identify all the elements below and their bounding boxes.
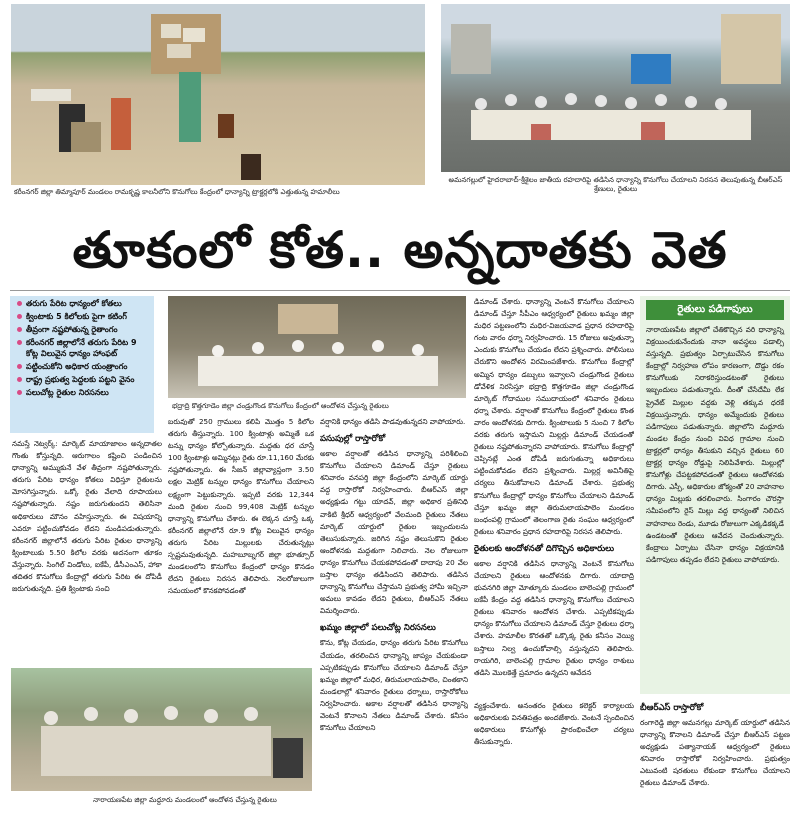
article-text: అకాల వర్షాలతో తడిసిన ధాన్యాన్ని పరిశీలించి కొనుగోలు చేయాలని డిమాండ్ చేస్తూ రైతులు శనివారం వనపర్తి జిల్లా కేంద్రంలోని మార్కెట్ యార్డు వద్ద రాస్తారోకో నిర్వహించారు. బీఆర్ఎస్ జిల్లా అధ్యక్షుడు గట్టు యాదవ్, జిల్లా అధికార ప్రతినిధి వాకిటి శ్రీధర్ ఆధ్వర్యంలో వేలమంది రైతులు నేతలు మార్కెట్ యార్డులో రైతుల ఇబ్బందులను తెలుసుకున్నారు. జరిగిన నష్టం తెలుసుకొని రైతుల ఆందోళనకు మద్దతుగా నిలిచారు. నెల రోజులుగా ధాన్యం కొనుగోలు చేయకపోవడంతో దాదాపు 20 వేల బస్తాల ధాన్యం తడిసిందని తెలిపారు. తడిసిన ధాన్యాన్ని కొనుగోలు చేస్తామని ప్రభుత్వ హామీ ఇచ్చినా అమలు కావడం లేదని రైతులు, బీఆర్ఎస్ నేతలు విమర్శించారు. xyxy=(320,449,468,616)
sidebox-title: రైతులు పడిగాపులు xyxy=(646,300,784,320)
article-text: బరువుతో 250 గ్రాములు కలిపి మొత్తం 5 కిలోల తరుగు తీస్తున్నారు. 100 క్వింటాళ్లు అమ్మితే ఒక టన్ను ధాన్యం కోల్పోతున్నారు. మద్దతు ధర చూస్తే 100 క్వింటాళ్లు అమ్మినట్లు రైతు రూ.11,160 మేరకు నష్టపోతున్నారు. ఈ సీజన్ జిల్లావ్యాప్తంగా 3.50 లక్షల మెట్రిక్ టన్నుల ధాన్యం కొనుగోలు చేయాలని లక్ష్యంగా పెట్టుకున్నారు. ఇప్పటి వరకు 12,344 మంది రైతుల నుంచి 99,408 మెట్రిక్ టన్నుల ధాన్యాన్ని కొనుగోలు చేశారు. ఈ లెక్కన చూస్తే ఒక్క కరీంనగర్ జిల్లాలోనే రూ.9 కోట్ల విలువైన ధాన్యం తరుగు పేరిట మిల్లులకు చేరుతున్నట్లు స్పష్టమవుతున్నది. మహబూబ్నగర్ జిల్లా భూత్పూర్ మండలంలోని కొనుగోలు కేంద్రంలో ధాన్యం కొనడం లేదని రైతులు నిరసన తెలిపారు. నెలరోజులుగా సమయంలో కొనకపోవడంతో xyxy=(168,417,314,596)
highlight-item: రాష్ట్ర ప్రభుత్వ పెద్దలకు పట్టని వైనం xyxy=(14,374,150,385)
highlight-item: కరీంనగర్ జిల్లాలోనే తరుగు పేరిట 9 కోట్ల విలువైన ధాన్యం హాంఫట్ xyxy=(14,337,150,359)
highlight-item: పలుచోట్ల రైతుల నిరసనలు xyxy=(14,387,150,398)
farmers-sitting-protest-illustration xyxy=(168,296,466,398)
article-text: డిమాండ్ చేశారు. ధాన్యాన్ని వెంటనే కొనుగోలు చేయాలని డిమాండ్ చేస్తూ సీపీఎం ఆధ్వర్యంలో రైతులు ఖమ్మం జిల్లా మధిర పట్టణంలోని మధిర-విజయవాడ ప్రధాన రహదారిపై గంట వారం ధర్నా నిర్వహించారు. 15 రోజులు అవుతున్నా ఎందుకు కొనుగోలు చేయడం లేదని ప్రశ్నించారు. పోలీసులు చేరుకొని ఆందోళన విరమింపజేశారు. కొనుగోలు కేంద్రాల్లో అమ్మిన ధాన్యం డబ్బులు ఇవ్వాలని చండ్రుగొండ రైతులు డోవేళిక నిరసిస్తూ భద్రాద్రి కొత్తగూడెం జిల్లా చండ్రుగొండ మార్కెట్ గోదాముల సముదాయంలో శనివారం రైతులు ధర్నా చేశారు. వర్షాలతో కొనుగోలు కేంద్రంలో రైతులు కొంత వారం ఆందోళనకు దిగారు. క్వింటాలుకు 5 నుంచి 7 కిలోల వరకు తరుగు ఇస్తామని మిల్లర్లు డిమాండ్ చేయడంతో రైతులు నష్టపోతున్నారని వాపోయారు. కొనుగోలు కేంద్రాల్లో చెప్పినట్లే ఎంత దోపిడీ జరుగుతున్నా అధికారులు పట్టించుకోవడం లేదని ప్రశ్నించారు. మిల్లర్ల అవినీతిపై చర్యలు తీసుకోవాలని డిమాండ్ చేశారు. ప్రభుత్వ కొనుగోలు కేంద్రాల్లో ధాన్యం కొనుగోలు చేయాలని డిమాండ్ చేస్తూ ఖమ్మం జిల్లా తిరుమలాయపాలెం మండలం బంధంపల్లి గ్రామంలో తెలంగాణ రైతు సంఘం ఆధ్వర్యంలో రైతులు శనివారం ప్రధాన రహదారిపై నిరసన తెలిపారు. xyxy=(474,297,634,536)
sidebox-text xyxy=(640,324,790,688)
photo-top-right xyxy=(441,4,790,172)
article-column-2 xyxy=(168,416,314,664)
highlight-item: పట్టించుకోని అధికార యంత్రాంగం xyxy=(14,361,150,372)
sidebox xyxy=(640,296,790,694)
main-headline: తూకంలో కోత.. అన్నదాతకు వెత xyxy=(72,221,728,279)
subheading: బీఆర్ఎస్ రాస్తారోకో xyxy=(640,703,704,713)
photo-middle-caption: భద్రాద్రి కొత్తగూడెం జిల్లా చండ్రుగొండ కొనుగోలు కేంద్రంలో ఆందోళన చేస్తున్న రైతులు xyxy=(172,402,389,410)
article-text: కొను, కోట్ల చేయడం, ధాన్యం తరుగు పేరిట కొనుగోలు చేయడం, తరలించిన ధాన్యాన్ని జాప్యం చేయకుండా ఎప్పటికప్పుడు కొనుగోలు చేయాలని డిమాండ్ చేస్తూ ఖమ్మం జిల్లాలో మధిర, తిరుమలాయపాలెం, చింతకాని మండలాల్లో శనివారం రైతులు ధర్నాలు, రాస్తారోకోలు నిర్వహించారు. అకాల వర్షాలతో తడిసిన ధాన్యాన్ని వెంటనే కొనాలని నేతలు డిమాండ్ చేశారు. కనీసం కొనుగోలు చేయాలని xyxy=(320,638,468,733)
article-text: వ్యక్తంచేశారు. అనంతరం రైతులు కలెక్టర్ కార్యాలయ అధికారులకు వినతిపత్రం అందజేశారు. వెంటనే స్పందించిన అధికారులు కొనుగోళ్లు ప్రారంభించేలా చర్యలు తీసుకున్నారు. xyxy=(474,701,634,747)
photo-top-left xyxy=(11,4,425,185)
photo-middle xyxy=(168,296,466,398)
highlight-item: క్వింటాకు 5 కిలోలకు పైగా కటింగ్ xyxy=(14,311,150,322)
subheading: పసుపుల్లో రాస్తారోకో xyxy=(320,434,386,445)
highlight-item: తరుగు పేరిట ధాన్యంలో కోతలు xyxy=(14,298,150,309)
article-text: రంగారెడ్డి జిల్లా ఆమనగల్లు మార్కెట్ యార్డులో తడిసిన ధాన్యాన్ని కొనాలని డిమాండ్ చేస్తూ బీఆర్ఎస్ పట్టణ అధ్యక్షుడు పత్యానాయక్ ఆధ్వర్యంలో రైతులు శనివారం రాస్తారోకో నిర్వహించారు. ప్రభుత్వం ఎటువంటి షరతులు లేకుండా కొనుగోలు చేయాలని రైతులు డిమాండ్ చేశారు. xyxy=(640,718,790,788)
article-column-1 xyxy=(12,438,162,664)
photo-top-right-caption: అమనగల్లులో హైదరాబాద్-శ్రీశైలం జాతీయ రహదారిపై తడిసిన ధాన్యాన్ని కొనుగోలు చేయాలని నిరసన తెలుపుతున్న బీఆర్ఎస్ శ్రేణులు, రైతులు xyxy=(448,176,783,193)
farmers-gathering-illustration xyxy=(11,668,312,791)
article-column-4 xyxy=(474,296,634,696)
subheading: ఖమ్మం జిల్లాలో పలుచోట్ల నిరసనలు xyxy=(320,623,436,634)
article-text: అకాల వర్షానికి తడిసిన ధాన్యాన్ని వెంటనే కొనుగోలు చేయాలని రైతులు ఆందోళనకు దిగారు. యాదాద్రి భువనగిరి జిల్లా మోత్కూరు మండలం బాలెంపల్లి గ్రామంలో ఐకేపీ కేంద్రం వద్ద తడిసిన ధాన్యాన్ని కొనుగోలు చేయాలని రైతులు శనివారం ఆందోళన చేశారు. ఎప్పటికప్పుడు ధాన్యం కొనుగోలు చేయాలని డిమాండ్ చేస్తూ రైతులు ధర్నా చేశారు. హమాలీల కొరతతో ఒక్కొక్క రైతు కనీసం వెయ్యి బస్తాలు నిల్వ ఉంచుకోవాల్సి వస్తున్నదని తెలిపారు. రాయగిరి, బాలెంపల్లి గ్రామాల రైతుల ధాన్యం రాశులు తడిసి మొలకెత్తే ప్రమాదం ఉన్నదని ఆవేదన xyxy=(474,558,634,677)
article-column-3 xyxy=(320,416,468,814)
subheading: రైతులకు ఆందోళనతో దిగొచ్చిన అధికారులు xyxy=(474,543,615,554)
highlights-box xyxy=(10,296,154,433)
article-text: నారాయణపేట జిల్లాలో చేతికొచ్చిన వరి ధాన్యాన్ని విక్రయించుకునేందుకు నానా అవస్థలు పడాల్సి వస్తున్నది. ప్రభుత్వం ఏర్పాటుచేసిన కొనుగోలు కేంద్రాల్లో నిర్వహణ లోపం కారణంగా, దొడ్డు రకం కొనుగోలుకు నిరాకరిస్తుండటంతో రైతులు ఇబ్బందులు పడుతున్నారు. దీంతో చేసేదేమీ లేక ప్రైవేట్ మిల్లుల వద్దకు వెళ్లి తక్కువ ధరకే విక్రయిస్తున్నారు. ధాన్యం అమ్మేందుకు రైతులు పడిగాపులు పడుతున్నారు. జిల్లాలోని మద్దూరు మండల కేంద్రం నుంచి వివిధ గ్రామాల నుంచి ట్రాక్టర్లలో ధాన్యం తీసుకుని వచ్చిన రైతులు 60 ట్రాక్టర్ల ధాన్యం రోడ్డుపై నిలిపివేశారు. మిల్లుల్లో కొనుగోళ్లు చేపట్టకపోవడంతో రైతులు ఆందోళనకు దిగారు. ఎస్పీ, అధికారుల జోక్యంతో 20 వాహనాల ధాన్యం మిల్లుకు తరలించారు. సింగారం చౌరస్తా సమీపంలోని రైస్ మిల్లు వద్ద ధాన్యంతో నిలిచిన వాహనాలు రెండు, మూడు రోజులుగా ఎక్కడికక్కడే ఉండటంతో రైతులు ఆవేదన చెందుతున్నారు. కేంద్రాలు ఏర్పాటు చేసినా ధాన్యం విక్రయానికి పడిగాపులు తప్పడం లేదని రైతులు వాపోయారు. xyxy=(646,325,784,564)
article-column-5 xyxy=(640,700,790,814)
article-column-4-tail xyxy=(474,700,634,814)
workers-loading-grain-illustration xyxy=(11,4,425,185)
photo-bottom xyxy=(11,668,312,791)
protest-crowd-illustration xyxy=(441,4,790,172)
photo-bottom-caption: నారాయణపేట జిల్లా మద్దూరు మండలంలో ఆందోళన చేస్తున్న రైతులు xyxy=(93,796,277,804)
article-text: నమస్తే నెట్వర్క్: మార్కెట్ మాయాజాలం అన్నదాతల గొంతు కోస్తున్నది. ఆరుగాలం కష్టించి పండించిన ధాన్యాన్ని అమ్ముకునే వేళ తీవ్రంగా నష్టపోతున్నారు. తరుగు పేరిట ధాన్యం కోతలు విధిస్తూ రైతులను మోసగిస్తున్నారు. ఒక్కో రైతు వేలాది రూపాయలు నష్టపోతున్నారు. నష్టం జరుగుతుందని తెలిసినా అధికారులు మౌనం వహిస్తున్నారు. ఈ విషయాన్ని ఎవరూ పట్టించుకోవడం లేదని మండిపడుతున్నారు. కరీంనగర్ జిల్లాలోనే తరుగు పేరిట రైతుల ధాన్యాన్ని క్వింటాలుకు 5.50 కిలోల వరకు అదనంగా తూకం వేస్తున్నారు. సింగిల్ విండోలు, ఐకేపీ, డీసీఎంఎస్, హాకా తదితర కొనుగోలు కేంద్రాల్లో తరుగు పేరిట ఈ దోపిడీ జరుగుతున్నది. ప్రతి క్వింటాకు సంచి xyxy=(12,439,162,594)
headline-rule xyxy=(10,290,790,291)
article-text: వర్షానికి ధాన్యం తడిసి పాడవుతున్నదని వాపోయారు. xyxy=(320,417,466,426)
highlight-item: తీవ్రంగా నష్టపోతున్న రైతాంగం xyxy=(14,324,150,335)
photo-top-left-caption: కరీంనగర్ జిల్లా తిమ్మాపూర్ మండలం రామకృష్ణ కాలనీలోని కొనుగోలు కేంద్రంలో ధాన్యాన్ని ట్రాక్టర్లలోకి ఎత్తుతున్న హమాలీలు xyxy=(14,188,340,196)
